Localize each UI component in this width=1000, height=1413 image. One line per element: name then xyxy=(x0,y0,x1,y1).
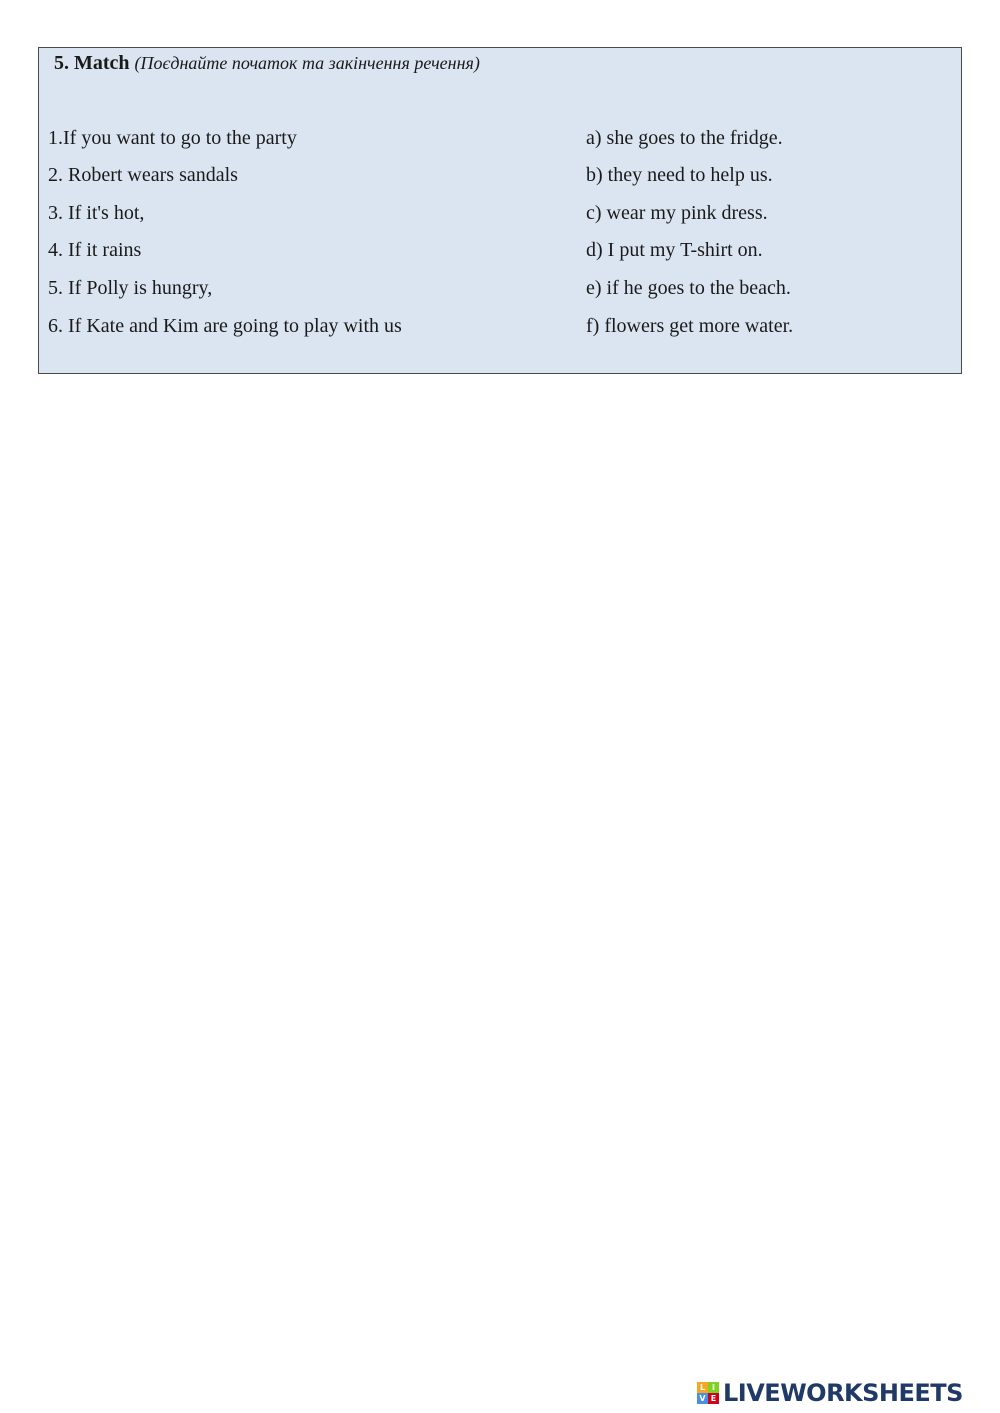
sentence-start: 6. If Kate and Kim are going to play with us xyxy=(48,315,402,337)
liveworksheets-logo xyxy=(697,1378,963,1408)
match-row-5 xyxy=(39,273,961,303)
exercise-instruction: (Поєднайте початок та закінчення речення) xyxy=(134,53,480,73)
sentence-end: a) she goes to the fridge. xyxy=(586,127,783,149)
logo-mark-icon xyxy=(697,1382,719,1404)
match-row-2 xyxy=(39,160,961,190)
exercise-title: 5. Match xyxy=(54,52,130,74)
match-row-4 xyxy=(39,235,961,265)
logo-mark-l: L xyxy=(697,1382,708,1393)
sentence-end: e) if he goes to the beach. xyxy=(586,277,791,299)
exercise-heading xyxy=(54,50,480,76)
sentence-end: d) I put my T-shirt on. xyxy=(586,239,763,261)
sentence-end: b) they need to help us. xyxy=(586,164,773,186)
sentence-start: 2. Robert wears sandals xyxy=(48,164,238,186)
logo-text: LIVEWORKSHEETS xyxy=(723,1379,963,1407)
logo-mark-e: E xyxy=(708,1393,719,1404)
match-row-6 xyxy=(39,311,961,341)
sentence-start: 3. If it's hot, xyxy=(48,202,145,224)
sentence-end: c) wear my pink dress. xyxy=(586,202,768,224)
exercise-box xyxy=(38,47,962,374)
sentence-start: 5. If Polly is hungry, xyxy=(48,277,213,299)
logo-mark-i: I xyxy=(708,1382,719,1393)
logo-mark-v: V xyxy=(697,1393,708,1404)
match-row-1 xyxy=(39,123,961,153)
sentence-end: f) flowers get more water. xyxy=(586,315,794,337)
match-row-3 xyxy=(39,198,961,228)
sentence-start: 1.If you want to go to the party xyxy=(48,127,297,149)
sentence-start: 4. If it rains xyxy=(48,239,142,261)
